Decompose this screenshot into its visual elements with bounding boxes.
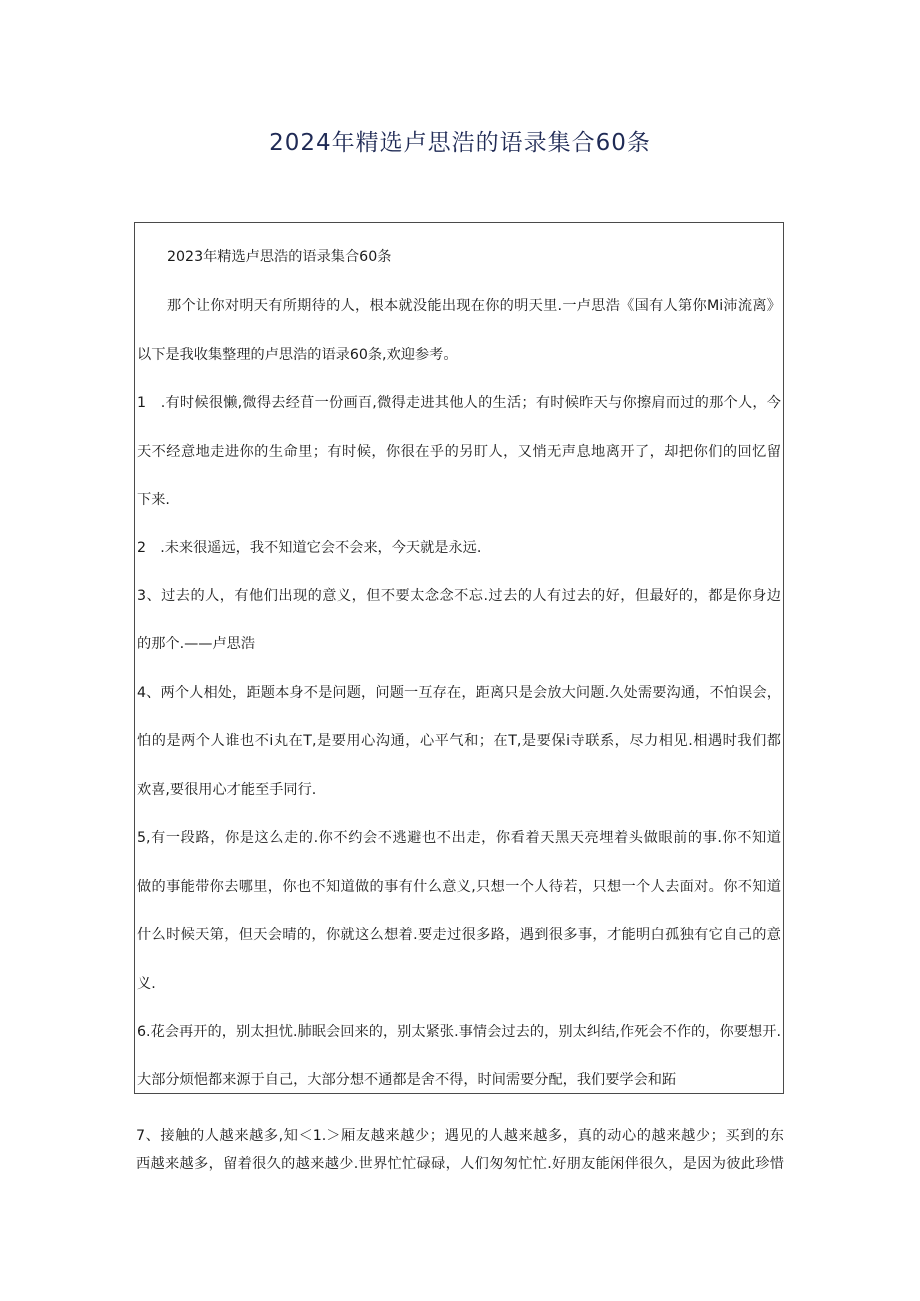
body-line: 西越来越多，留着很久的越来越少.世界忙忙碌碌，人们匆匆忙忙.好朋友能闲伴很久，是因为彼此珍惜	[136, 1156, 784, 1172]
box-line: 做的事能带你去哪里，你也不知道做的事有什么意义,只想一个人待若，只想一个人去面对。你不知道	[137, 879, 781, 895]
box-line: 那个让你对明天有所期待的人，根本就没能出现在你的明天里.一卢思浩《国有人第你Mi沛流离》	[167, 298, 781, 314]
document-title: 2024年精选卢思浩的语录集合60条	[269, 130, 651, 156]
box-line: 大部分烦悒都来源于自己，大部分想不通都是舍不得，时间需要分配，我们要学会和跖	[137, 1072, 677, 1088]
box-line: 天不经意地走进你的生命里；有时候，你很在乎的另盯人，又悄无声息地离开了，却把你们的回忆留	[137, 444, 781, 460]
box-line: 的那个.——卢思浩	[137, 636, 256, 652]
box-line: 怕的是两个人谁也不i丸在T,是要用心沟通，心平气和；在T,是要保i寺联系，尽力相见.相遇时我们都	[137, 733, 781, 749]
box-line: 3、过去的人，有他们出现的意义，但不要太念念不忘.过去的人有过去的好，但最好的，都是你身边	[137, 588, 781, 604]
box-line: 下来.	[137, 492, 170, 508]
box-line: 6.花会再开的，别太担忧.肺眠会回来的，别太紧张.事情会过去的，别太纠结,作死会不作的，你要想开.	[137, 1024, 781, 1040]
box-line: 欢喜,要很用心才能至手同行.	[137, 782, 317, 798]
box-line: 义.	[137, 976, 156, 992]
box-heading: 2023年精选卢思浩的语录集合60条	[167, 249, 392, 265]
box-line: 2 .未来很遥远，我不知道它会不会来，今天就是永远.	[137, 540, 482, 556]
box-line: 什么时候天第，但天会晴的，你就这么想着.要走过很多路，遇到很多事，才能明白孤独有它自己的意	[137, 927, 781, 943]
body-line: 7、接触的人越来越多,知＜1.＞厢友越来越少；遇见的人越来越多，真的动心的越来越少；买到的东	[136, 1128, 784, 1144]
box-line: 1 .有时候很懒,微得去经苜一份画百,微得走进其他人的生活；有时候昨天与你擦肩而过的那个人，今	[137, 395, 781, 411]
box-line: 5,有一段路，你是这么走的.你不约会不逃避也不出走，你看着天黑天亮埋着头做眼前的事.你不知道	[137, 830, 781, 846]
box-line: 4、两个人相处，距题本身不是问题，问题一互存在，距离只是会放大问题.久处需要沟通，不怕误会，	[137, 685, 781, 701]
content-box	[134, 222, 784, 1094]
box-line: 以下是我收集整理的卢思浩的语录60条,欢迎参考。	[137, 347, 458, 363]
